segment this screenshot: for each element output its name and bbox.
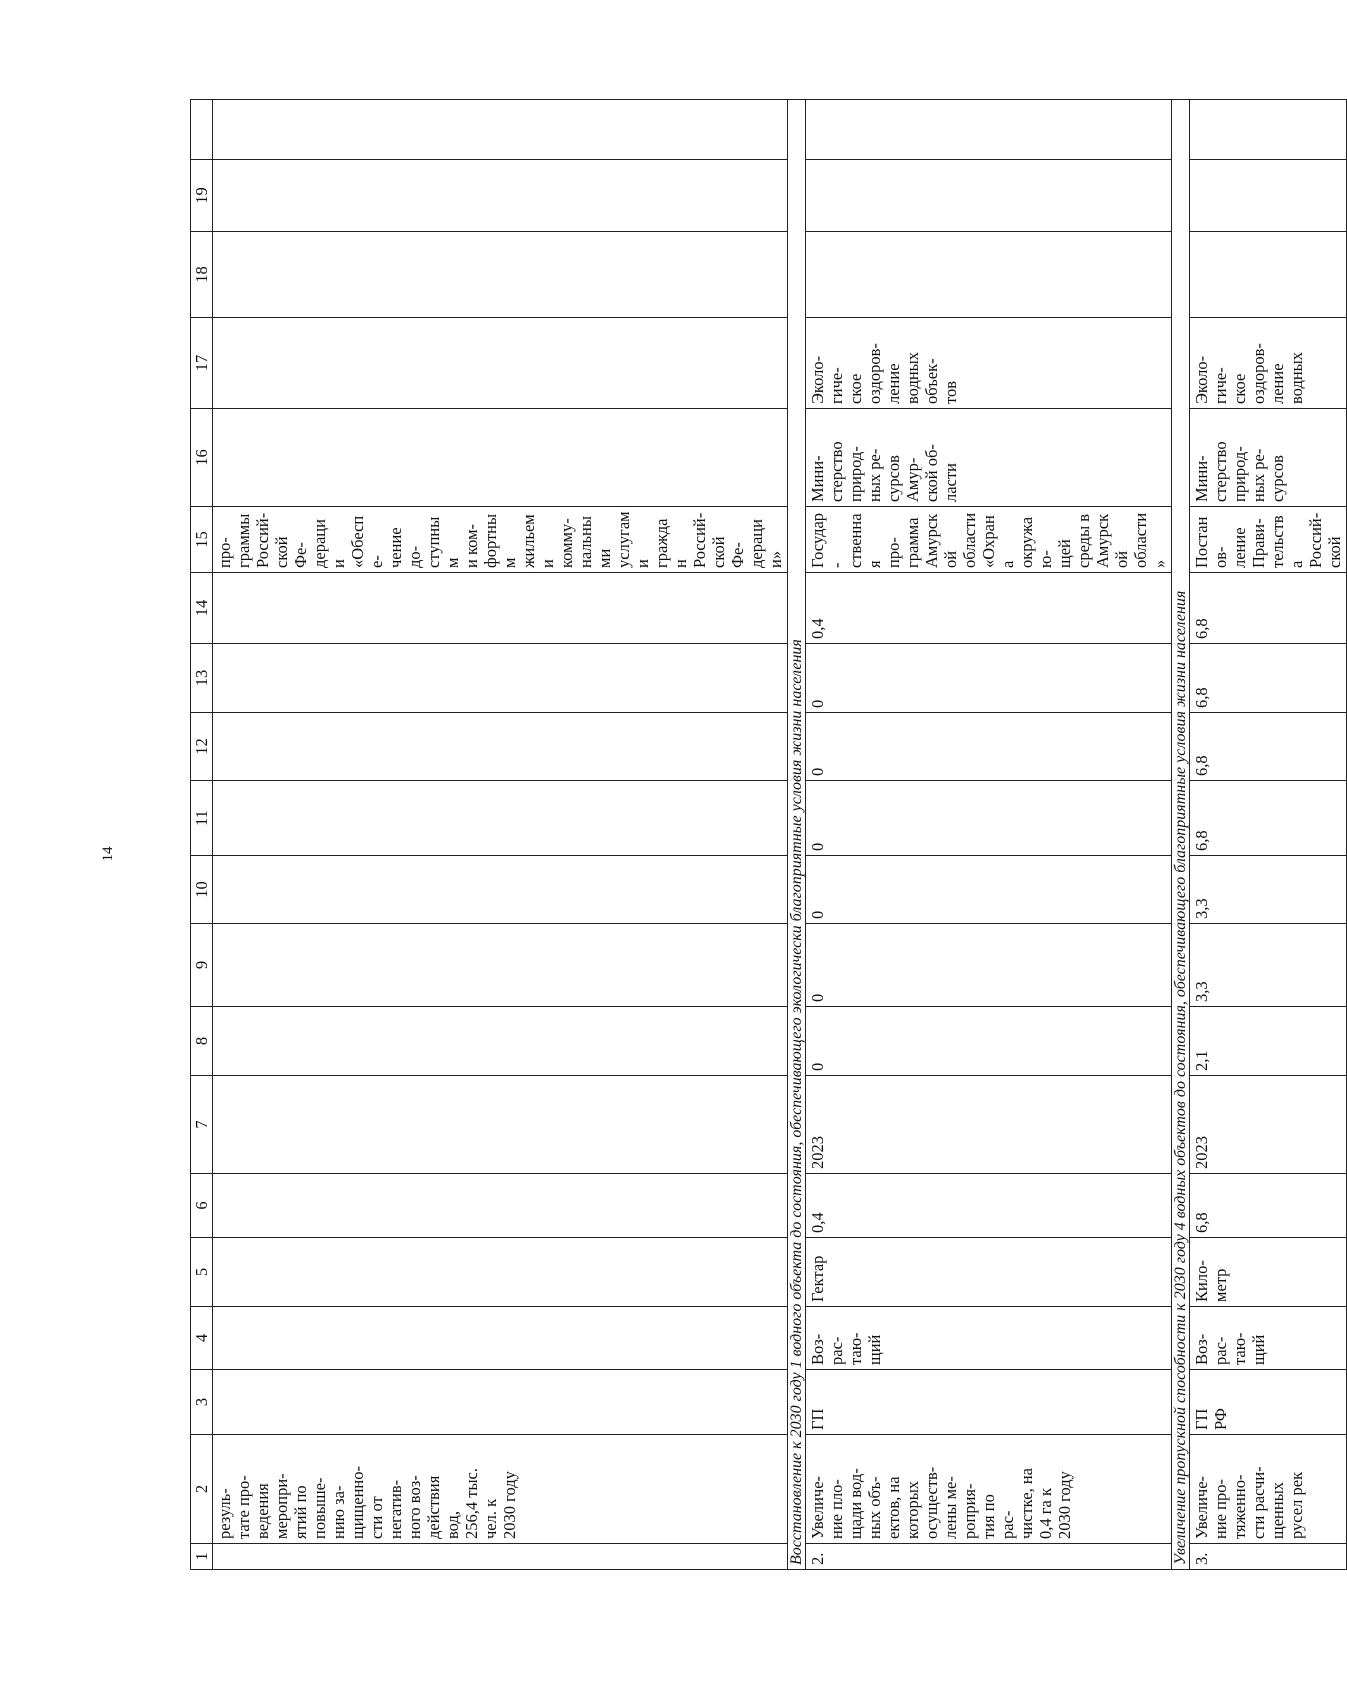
header-cell: 16 [191,409,213,507]
cell-responsible: Мини- стерство природ- ных ре- сурсов [1190,409,1347,507]
header-cell [191,100,213,160]
cell-base-year: 2023 [1190,1076,1347,1174]
cell [213,160,788,232]
header-cell: 6 [191,1174,213,1238]
page-number: 14 [100,846,116,862]
cell-base-year: 2023 [806,1076,1172,1174]
cell-value: 0 [806,781,1172,856]
header-cell: 5 [191,1238,213,1307]
cell-value: 0 [806,644,1172,713]
cell-document: Государ- ственная про- грамма Амурской области «Охрана окружаю- щей среды в Амурской области» [806,507,1172,573]
cell-value: 0 [806,1007,1172,1076]
cell [213,409,788,507]
cell-level: ГП [806,1370,1172,1435]
table-row [1190,100,1347,1570]
cell-base-value: 0,4 [806,1174,1172,1238]
cell [213,856,788,924]
cell [213,644,788,713]
cell-unit: Кило- метр [1190,1238,1347,1307]
cell-num: 2. [806,1544,1172,1570]
cell-value: 6,8 [1190,573,1347,644]
cell-base-value: 6,8 [1190,1174,1347,1238]
cell-num [213,1544,788,1570]
header-cell: 4 [191,1307,213,1370]
cell [213,1370,788,1435]
cell [1190,232,1347,318]
cell-document: про- граммы Россий- ской Фе- дерации «Обеспе- чение до- ступным и ком- фортным жильем и комму- нальными услугами граждан Россий- ской Фе- дерации» [213,507,788,573]
cell [213,1238,788,1307]
header-cell: 15 [191,507,213,573]
cell-document: Постанов- ление Прави- тельства Россий- ской [1190,507,1347,573]
cell-num: 3. [1190,1544,1347,1570]
header-cell: 11 [191,781,213,856]
cell-unit: Гектар [806,1238,1172,1307]
cell [213,1076,788,1174]
cell-value: 6,8 [1190,781,1347,856]
header-cell: 12 [191,713,213,781]
cell-link: Эколо- гиче- ское оздоров- ление водных объек- тов [806,318,1172,409]
section-title: Увеличение пропускной способности к 2030 году 4 водных объектов до состояния, обеспечивающего благоприятные условия жизни населения [1172,100,1190,1570]
cell [213,713,788,781]
cell [213,318,788,409]
cell [213,1174,788,1238]
cell-link: Эколо- гиче- ское оздоров- ление водных [1190,318,1347,409]
cell-value: 0,4 [806,573,1172,644]
header-cell: 2 [191,1435,213,1544]
cell-value: 2,1 [1190,1007,1347,1076]
rotated-table-wrapper [190,100,1344,1570]
table-row [806,100,1172,1570]
cell-indicator-name: резуль- тате про- ведения меропри- ятий по повыше- нию за- щищенно- сти от негатив- ного воз- действия вод, 256,4 тыс. чел. к 2030 году [213,1435,788,1544]
table-row [213,100,788,1570]
cell [806,160,1172,232]
cell [1190,100,1347,160]
cell [213,573,788,644]
cell [1190,160,1347,232]
cell [213,232,788,318]
cell [213,100,788,160]
cell [213,1007,788,1076]
header-cell: 1 [191,1544,213,1570]
cell [806,100,1172,160]
section-row [1172,100,1190,1570]
indicators-table [190,99,1347,1570]
cell-trend: Воз- рас- таю- щий [806,1307,1172,1370]
cell-value: 6,8 [1190,713,1347,781]
cell-indicator-name: Увеличе- ние про- тяженно- сти расчи- щенных русел рек [1190,1435,1347,1544]
cell-value: 6,8 [1190,644,1347,713]
cell-trend: Воз- рас- таю- щий [1190,1307,1347,1370]
cell-value: 0 [806,856,1172,924]
header-cell: 10 [191,856,213,924]
header-cell: 13 [191,644,213,713]
header-cell: 3 [191,1370,213,1435]
header-cell: 18 [191,232,213,318]
cell-responsible: Мини- стерство природ- ных ре- сурсов Амур- ской об- ласти [806,409,1172,507]
cell-value: 3,3 [1190,856,1347,924]
cell-value: 0 [806,924,1172,1007]
cell-level: ГП РФ [1190,1370,1347,1435]
header-cell: 9 [191,924,213,1007]
header-cell: 14 [191,573,213,644]
cell [213,924,788,1007]
header-row [191,100,213,1570]
cell-indicator-name: Увеличе- ние пло- щади вод- ных объ- ектов, на которых осуществ- лены ме- роприя- тия по рас- чистке, на 0,4 га к 2030 году [806,1435,1172,1544]
cell-value: 0 [806,713,1172,781]
header-cell: 19 [191,160,213,232]
header-cell: 8 [191,1007,213,1076]
header-cell: 7 [191,1076,213,1174]
section-row [788,100,806,1570]
cell-value: 3,3 [1190,924,1347,1007]
cell [213,781,788,856]
section-title: Восстановление к 2030 году 1 водного объекта до состояния, обеспечивающего экологически благоприятные условия жизни населения [788,100,806,1570]
cell [806,232,1172,318]
cell [213,1307,788,1370]
header-cell: 17 [191,318,213,409]
